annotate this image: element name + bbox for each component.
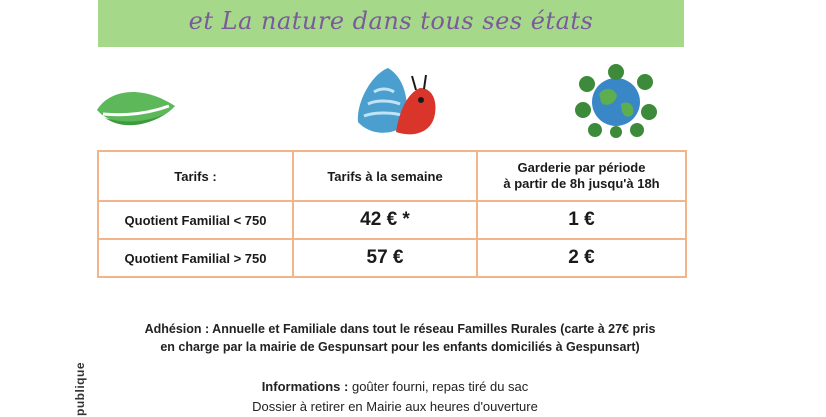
title-banner (98, 0, 684, 47)
week-price: 42 € * (293, 201, 477, 239)
row-label: Quotient Familial > 750 (98, 239, 293, 277)
row-label: Quotient Familial < 750 (98, 201, 293, 239)
earth-with-trees-icon (575, 64, 657, 138)
info-line2: Dossier à retirer en Mairie aux heures d'ouverture (252, 399, 538, 414)
table-row (98, 239, 686, 277)
info-line1-text: goûter fourni, repas tiré du sac (348, 379, 529, 394)
info-line1 (160, 377, 630, 397)
leaf-icon (95, 84, 177, 134)
side-vertical-text: publique (73, 362, 87, 416)
garderie-price: 2 € (477, 239, 686, 277)
adhesion-note (80, 320, 720, 356)
header-garderie-line2: à partir de 8h jusqu'à 18h (503, 176, 660, 191)
garderie-price: 1 € (477, 201, 686, 239)
table-row (98, 201, 686, 239)
snail-icon (354, 66, 438, 140)
header-garderie (477, 151, 686, 201)
tarifs-table (97, 150, 687, 278)
table-header-row (98, 151, 686, 201)
header-garderie-line1: Garderie par période (517, 160, 646, 175)
banner-subtitle: et La nature dans tous ses états (188, 6, 594, 35)
adhesion-line2: en charge par la mairie de Gespunsart pour les enfants domiciliés à Gespunsart) (160, 340, 640, 354)
adhesion-line1: Adhésion : Annuelle et Familiale dans tout le réseau Familles Rurales (carte à 27€ pris (144, 322, 656, 336)
week-price: 57 € (293, 239, 477, 277)
info-note (160, 377, 630, 417)
header-tarifs: Tarifs : (98, 151, 293, 201)
info-label: Informations : (261, 379, 349, 394)
header-semaine: Tarifs à la semaine (293, 151, 477, 201)
